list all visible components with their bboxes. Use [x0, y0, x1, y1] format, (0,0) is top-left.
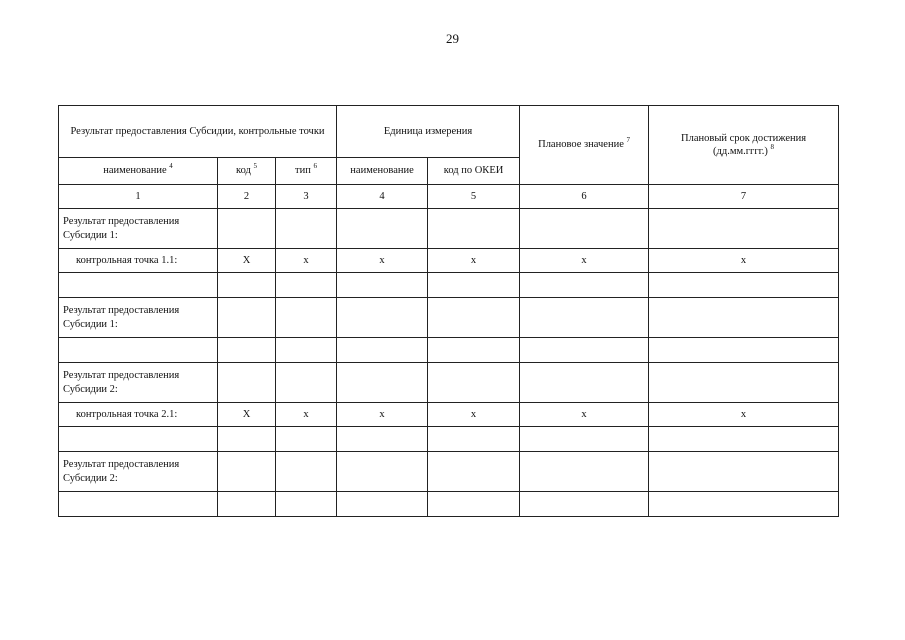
row-cell — [218, 209, 276, 249]
row-label: контрольная точка 1.1: — [59, 249, 218, 273]
row-cell — [428, 209, 520, 249]
row-cell: x — [276, 403, 337, 427]
row-cell — [649, 298, 839, 338]
row-cell — [520, 273, 649, 298]
row-cell — [337, 298, 428, 338]
row-cell — [218, 338, 276, 363]
row-cell — [218, 452, 276, 492]
row-cell — [520, 209, 649, 249]
row-cell: X — [218, 403, 276, 427]
row-cell — [276, 363, 337, 403]
column-number: 2 — [218, 185, 276, 209]
row-cell — [276, 338, 337, 363]
row-cell — [520, 492, 649, 517]
row-cell — [520, 427, 649, 452]
row-cell — [218, 298, 276, 338]
row-cell — [520, 363, 649, 403]
result-row — [59, 298, 839, 338]
column-number: 7 — [649, 185, 839, 209]
header-name — [59, 158, 218, 185]
row-label: контрольная точка 2.1: — [59, 403, 218, 427]
row-cell — [337, 338, 428, 363]
row-cell — [649, 492, 839, 517]
row-cell — [276, 273, 337, 298]
row-cell — [276, 209, 337, 249]
row-cell — [520, 338, 649, 363]
blank-row — [59, 273, 839, 298]
row-label — [59, 492, 218, 517]
header-unit-name: наименование — [337, 158, 428, 185]
row-cell — [428, 298, 520, 338]
row-cell — [649, 452, 839, 492]
result-row — [59, 363, 839, 403]
header-planned-value — [520, 106, 649, 185]
header-type-label: тип — [295, 165, 311, 177]
row-cell — [276, 427, 337, 452]
column-number: 6 — [520, 185, 649, 209]
row-label — [59, 273, 218, 298]
row-cell: x — [520, 249, 649, 273]
footnote-mark: 6 — [313, 162, 317, 171]
header-code-label: код — [236, 165, 251, 177]
column-number: 1 — [59, 185, 218, 209]
column-number: 5 — [428, 185, 520, 209]
result-row — [59, 209, 839, 249]
subsidy-results-table — [58, 105, 839, 517]
row-cell: x — [649, 403, 839, 427]
row-cell — [218, 492, 276, 517]
row-cell — [337, 273, 428, 298]
row-cell — [428, 338, 520, 363]
row-cell — [337, 492, 428, 517]
row-cell — [649, 209, 839, 249]
header-result-group: Результат предоставления Субсидии, контрольные точки — [59, 106, 337, 158]
header-code — [218, 158, 276, 185]
row-label: Результат предоставления Субсидии 1: — [59, 298, 218, 338]
row-cell: x — [520, 403, 649, 427]
checkpoint-row — [59, 249, 839, 273]
row-cell — [649, 273, 839, 298]
row-cell: X — [218, 249, 276, 273]
page-number: 29 — [446, 31, 459, 46]
row-cell — [520, 298, 649, 338]
footnote-mark: 5 — [253, 162, 257, 171]
footnote-mark: 4 — [169, 162, 173, 171]
column-number-row — [59, 185, 839, 209]
result-row — [59, 452, 839, 492]
footnote-mark: 7 — [626, 136, 630, 145]
row-cell — [428, 363, 520, 403]
row-cell — [649, 427, 839, 452]
row-cell: x — [649, 249, 839, 273]
row-label — [59, 427, 218, 452]
blank-row — [59, 338, 839, 363]
row-cell — [337, 363, 428, 403]
row-cell — [276, 492, 337, 517]
row-cell: x — [337, 403, 428, 427]
header-unit-group: Единица измерения — [337, 106, 520, 158]
row-cell: x — [276, 249, 337, 273]
row-cell — [276, 298, 337, 338]
row-cell — [218, 363, 276, 403]
row-cell: x — [428, 249, 520, 273]
row-cell — [337, 452, 428, 492]
row-cell — [218, 273, 276, 298]
row-label: Результат предоставления Субсидии 2: — [59, 363, 218, 403]
footnote-mark: 8 — [770, 143, 775, 151]
column-number: 4 — [337, 185, 428, 209]
header-planned-deadline-label: Плановый срок достижения (дд.мм.гггг.) — [681, 132, 807, 157]
row-cell — [428, 273, 520, 298]
row-cell — [337, 209, 428, 249]
row-cell — [649, 363, 839, 403]
row-label: Результат предоставления Субсидии 2: — [59, 452, 218, 492]
row-cell — [218, 427, 276, 452]
row-cell — [428, 452, 520, 492]
row-cell — [337, 427, 428, 452]
header-planned-deadline — [649, 106, 839, 185]
row-cell — [428, 427, 520, 452]
header-name-label: наименование — [103, 165, 167, 177]
header-unit-okei: код по ОКЕИ — [428, 158, 520, 185]
header-planned-value-label: Плановое значение — [538, 139, 624, 151]
blank-row — [59, 492, 839, 517]
row-cell: x — [428, 403, 520, 427]
checkpoint-row — [59, 403, 839, 427]
row-cell: x — [337, 249, 428, 273]
row-cell — [649, 338, 839, 363]
column-number: 3 — [276, 185, 337, 209]
row-cell — [428, 492, 520, 517]
row-cell — [276, 452, 337, 492]
row-label — [59, 338, 218, 363]
row-label: Результат предоставления Субсидии 1: — [59, 209, 218, 249]
row-cell — [520, 452, 649, 492]
header-type — [276, 158, 337, 185]
blank-row — [59, 427, 839, 452]
